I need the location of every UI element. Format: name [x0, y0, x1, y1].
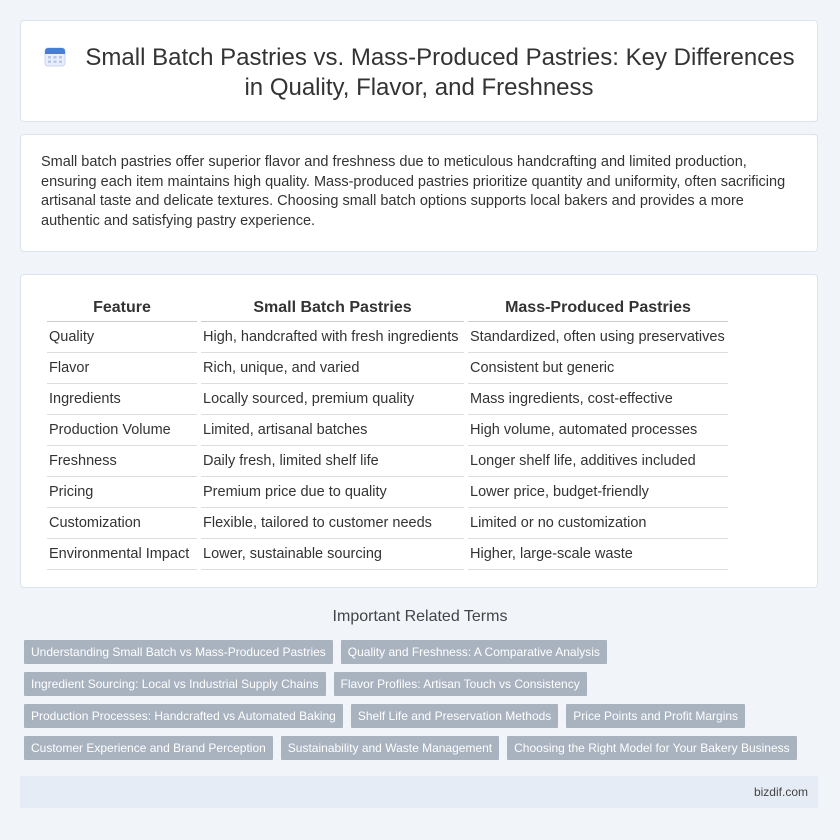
table-header-row [47, 295, 728, 322]
mass-produced-cell: Lower price, budget-friendly [468, 477, 728, 508]
footer [20, 776, 818, 808]
table-row [47, 477, 728, 508]
feature-cell: Ingredients [47, 384, 197, 415]
small-batch-cell: Locally sourced, premium quality [201, 384, 464, 415]
related-term-tag[interactable]: Flavor Profiles: Artisan Touch vs Consistency [334, 672, 587, 696]
small-batch-cell: High, handcrafted with fresh ingredients [201, 322, 464, 353]
related-term-tag[interactable]: Quality and Freshness: A Comparative Analysis [341, 640, 607, 664]
related-term-tag[interactable]: Customer Experience and Brand Perception [24, 736, 273, 760]
small-batch-cell: Limited, artisanal batches [201, 415, 464, 446]
table-row [47, 384, 728, 415]
related-terms-heading: Important Related Terms [332, 608, 508, 625]
mass-produced-cell: Higher, large-scale waste [468, 539, 728, 570]
title-wrap [21, 43, 817, 103]
tag-row [24, 640, 814, 664]
feature-cell: Environmental Impact [47, 539, 197, 570]
title-card [20, 20, 818, 122]
header-mass-produced: Mass-Produced Pastries [468, 295, 728, 322]
small-batch-cell: Rich, unique, and varied [201, 353, 464, 384]
small-batch-cell: Flexible, tailored to customer needs [201, 508, 464, 539]
small-batch-cell: Daily fresh, limited shelf life [201, 446, 464, 477]
related-terms-list [24, 640, 814, 768]
table-row [47, 508, 728, 539]
intro-paragraph: Small batch pastries offer superior flavor and freshness due to meticulous handcrafting and limited production, ensuring each item maintains high quality. Mass-produced pastries prioritize quantity and uniformity, often sacrificing artisanal taste and delicate textures. Choosing small batch options supports local bakers and provides a more authentic and satisfying pastry experience. [41, 154, 786, 229]
tag-row [24, 736, 814, 760]
mass-produced-cell: Mass ingredients, cost-effective [468, 384, 728, 415]
small-batch-cell: Lower, sustainable sourcing [201, 539, 464, 570]
feature-cell: Freshness [47, 446, 197, 477]
related-term-tag[interactable]: Shelf Life and Preservation Methods [351, 704, 558, 728]
related-term-tag[interactable]: Understanding Small Batch vs Mass-Produced Pastries [24, 640, 333, 664]
mass-produced-cell: Longer shelf life, additives included [468, 446, 728, 477]
header-small-batch: Small Batch Pastries [201, 295, 464, 322]
feature-cell: Customization [47, 508, 197, 539]
header-feature: Feature [47, 295, 197, 322]
table-row [47, 446, 728, 477]
mass-produced-cell: Standardized, often using preservatives [468, 322, 728, 353]
page-title: Small Batch Pastries vs. Mass-Produced Pastries: Key Differences in Quality, Flavor, and Freshness [85, 44, 795, 101]
site-name[interactable]: bizdif.com [753, 785, 808, 799]
mass-produced-cell: High volume, automated processes [468, 415, 728, 446]
comparison-table [43, 295, 732, 570]
related-term-tag[interactable]: Price Points and Profit Margins [566, 704, 745, 728]
feature-cell: Flavor [47, 353, 197, 384]
mass-produced-cell: Consistent but generic [468, 353, 728, 384]
calendar-icon [43, 44, 67, 68]
tag-row [24, 672, 814, 696]
comparison-card [20, 274, 818, 588]
table-row [47, 415, 728, 446]
table-row [47, 539, 728, 570]
table-row [47, 353, 728, 384]
related-term-tag[interactable]: Choosing the Right Model for Your Bakery Business [507, 736, 797, 760]
feature-cell: Production Volume [47, 415, 197, 446]
related-term-tag[interactable]: Production Processes: Handcrafted vs Automated Baking [24, 704, 343, 728]
small-batch-cell: Premium price due to quality [201, 477, 464, 508]
mass-produced-cell: Limited or no customization [468, 508, 728, 539]
related-term-tag[interactable]: Ingredient Sourcing: Local vs Industrial Supply Chains [24, 672, 326, 696]
intro-card [20, 134, 818, 252]
tag-row [24, 704, 814, 728]
related-term-tag[interactable]: Sustainability and Waste Management [281, 736, 499, 760]
feature-cell: Pricing [47, 477, 197, 508]
table-row [47, 322, 728, 353]
feature-cell: Quality [47, 322, 197, 353]
